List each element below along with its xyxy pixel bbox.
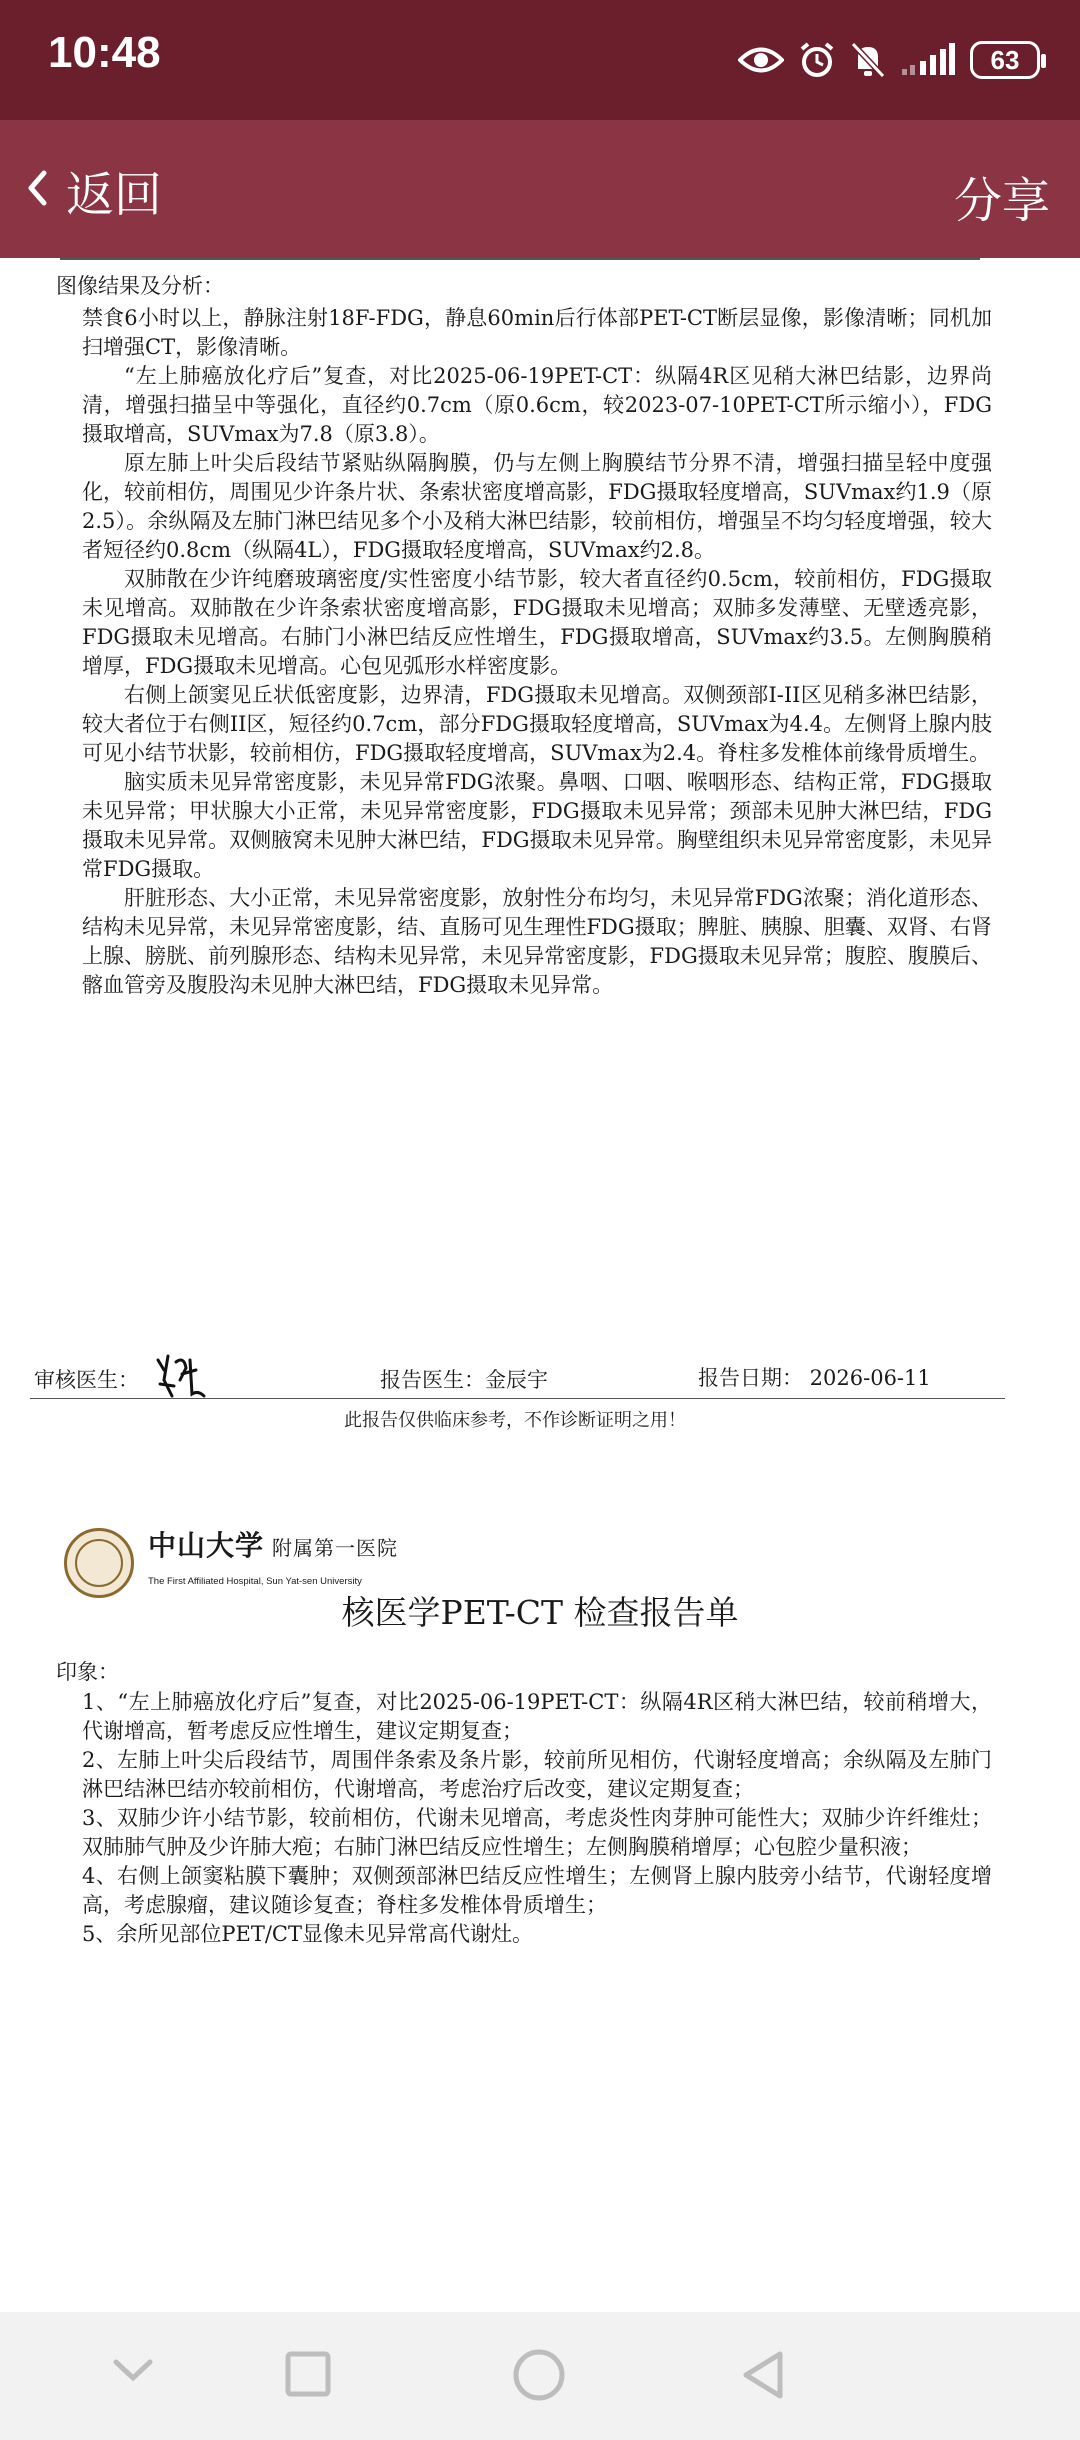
status-time: 10:48	[48, 28, 161, 77]
impression-item: 1、“左上肺癌放化疗后”复查，对比2025-06-19PET-CT：纵隔4R区稍大淋巴结，较前稍增大，代谢增高，暂考虑反应性增生，建议定期复查；	[82, 1690, 992, 1743]
report-title: 核医学PET-CT 检查报告单	[341, 1593, 739, 1632]
back-button[interactable]	[26, 158, 162, 222]
back-icon[interactable]	[740, 2350, 786, 2404]
disclaimer: 此报告仅供临床参考，不作诊断证明之用！	[344, 1410, 686, 1431]
findings-text	[82, 304, 992, 1000]
battery-level: 63	[990, 44, 1020, 75]
findings-paragraph: 脑实质未见异常密度影，未见异常FDG浓聚。鼻咽、口咽、喉咽形态、结构正常，FDG摄取未见异常；甲状腺大小正常，未见异常密度影，FDG摄取未见异常；颈部未见肿大淋巴结，FDG摄取未见异常。双侧腋窝未见肿大淋巴结，FDG摄取未见异常。胸壁组织未见异常密度影，未见异常FDG摄取。	[82, 770, 992, 881]
impression-item: 3、双肺少许小结节影，较前相仿，代谢未见增高，考虑炎性肉芽肿可能性大；双肺少许纤维灶；双肺肺气肿及少许肺大疱；右肺门淋巴结反应性增生；左侧胸膜稍增厚；心包腔少量积液；	[82, 1806, 992, 1859]
findings-paragraph: 肝脏形态、大小正常，未见异常密度影，放射性分布均匀，未见异常FDG浓聚；消化道形态、结构未见异常，未见异常密度影，结、直肠可见生理性FDG摄取；脾脏、胰腺、胆囊、双肾、右肾上腺、膀胱、前列腺形态、结构未见异常，未见异常密度影，FDG摄取未见异常；腹腔、腹膜后、髂血管旁及腹股沟未见肿大淋巴结，FDG摄取未见异常。	[82, 886, 992, 997]
impression-item: 4、右侧上颌窦粘膜下囊肿；双侧颈部淋巴结反应性增生；左侧肾上腺内肢旁小结节，代谢轻度增高，考虑腺瘤，建议随诊复查；脊柱多发椎体骨质增生；	[82, 1864, 992, 1917]
findings-paragraph: 原左肺上叶尖后段结节紧贴纵隔胸膜，仍与左侧上胸膜结节分界不清，增强扫描呈轻中度强化，较前相仿，周围见少许条片状、条索状密度增高影，FDG摄取轻度增高，SUVmax约1.9（原2.5）。余纵隔及左肺门淋巴结见多个小及稍大淋巴结影，较前相仿，增强呈不均匀轻度增强，较大者短径约0.8cm（纵隔4L），FDG摄取轻度增高，SUVmax约2.8。	[82, 451, 992, 562]
app-header	[0, 120, 1080, 258]
recent-apps-icon[interactable]	[284, 2350, 332, 2402]
signal-icon	[900, 43, 956, 77]
findings-label: 图像结果及分析：	[56, 274, 224, 298]
eye-icon	[738, 45, 784, 75]
signature-image	[150, 1350, 210, 1410]
reporting-doctor: 报告医生：金辰宇	[380, 1368, 548, 1392]
reviewer-label: 审核医生：	[34, 1368, 139, 1392]
findings-paragraph: 禁食6小时以上，静脉注射18F-FDG，静息60min后行体部PET-CT断层显像，影像清晰；同机加扫增强CT，影像清晰。	[82, 306, 992, 359]
hospital-name-cn: 中山大学	[148, 1528, 265, 1562]
hospital-logo	[64, 1528, 134, 1598]
hospital-name-en: The First Affiliated Hospital, Sun Yat-sen University	[148, 1575, 362, 1587]
impression-item: 5、余所见部位PET/CT显像未见异常高代谢灶。	[82, 1922, 533, 1946]
system-nav-bar	[0, 2312, 1080, 2440]
chevron-left-icon	[26, 170, 48, 210]
divider	[60, 258, 980, 260]
findings-paragraph: 右侧上颌窦见丘状低密度影，边界清，FDG摄取未见增高。双侧颈部I-II区见稍多淋巴结影，较大者位于右侧II区，短径约0.7cm，部分FDG摄取轻度增高，SUVmax为4.4。左侧肾上腺内肢可见小结节状影，较前相仿，FDG摄取轻度增高，SUVmax为2.4。脊柱多发椎体前缘骨质增生。	[82, 683, 992, 765]
signature-row	[0, 1350, 1080, 1410]
share-button[interactable]: 分享	[953, 173, 1050, 229]
chevron-down-icon[interactable]	[112, 2358, 154, 2388]
impression-item: 2、左肺上叶尖后段结节，周围伴条索及条片影，较前所见相仿，代谢轻度增高；余纵隔及左肺门淋巴结淋巴结亦较前相仿，代谢增高，考虑治疗后改变，建议定期复查；	[82, 1748, 992, 1801]
back-label: 返回	[66, 166, 163, 223]
report-date: 报告日期： 2026-06-11	[698, 1366, 931, 1390]
alarm-icon	[798, 41, 836, 79]
hospital-name-cn-sub: 附属第一医院	[272, 1535, 399, 1560]
divider	[30, 1398, 1005, 1399]
impression-label: 印象：	[56, 1660, 119, 1684]
impression-text	[82, 1688, 992, 1949]
findings-paragraph: 双肺散在少许纯磨玻璃密度/实性密度小结节影，较大者直径约0.5cm，较前相仿，FDG摄取未见增高。双肺散在少许条索状密度增高影，FDG摄取未见增高；双肺多发薄壁、无壁透亮影，FDG摄取未见增高。右肺门小淋巴结反应性增生，FDG摄取增高，SUVmax约3.5。左侧胸膜稍增厚，FDG摄取未见增高。心包见弧形水样密度影。	[82, 567, 992, 678]
findings-paragraph: “左上肺癌放化疗后”复查，对比2025-06-19PET-CT：纵隔4R区见稍大淋巴结影，边界尚清，增强扫描呈中等强化，直径约0.7cm（原0.6cm，较2023-07-10PET-CT所示缩小），FDG摄取增高，SUVmax为7.8（原3.8）。	[82, 364, 992, 446]
battery-icon	[970, 41, 1040, 79]
hospital-header	[64, 1523, 398, 1603]
status-icons	[738, 34, 1040, 86]
status-bar	[0, 0, 1080, 120]
hospital-name	[148, 1528, 399, 1596]
home-icon[interactable]	[512, 2348, 566, 2406]
mute-icon	[850, 41, 886, 79]
